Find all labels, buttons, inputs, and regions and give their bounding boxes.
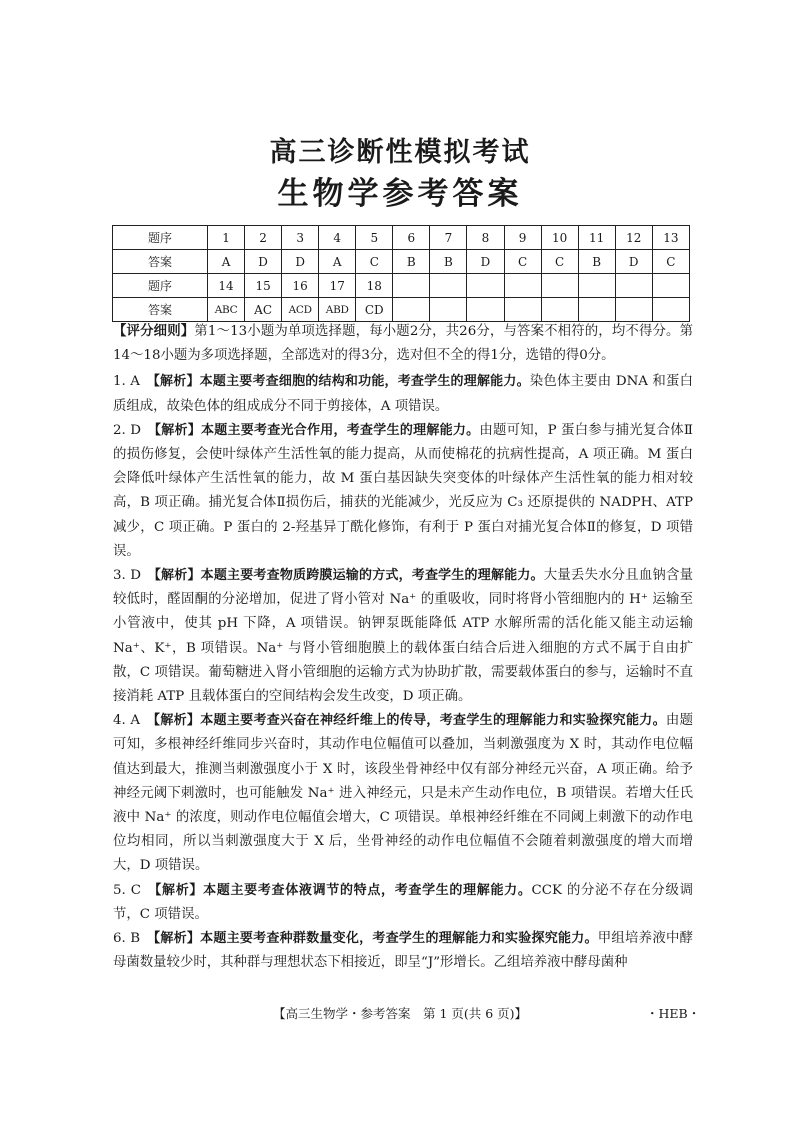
answer-table-cell: 1 <box>208 226 245 250</box>
answer-table-cell: 14 <box>208 274 245 298</box>
item-number: 4. A <box>113 713 141 729</box>
answer-table-row <box>113 298 690 322</box>
answer-table-cell: 10 <box>541 226 578 250</box>
answer-table-cell: 4 <box>319 226 356 250</box>
explanation-item <box>113 927 693 975</box>
answer-table-cell <box>615 298 652 322</box>
answer-table-cell: C <box>356 250 393 274</box>
answer-table-cell: 11 <box>578 226 615 250</box>
answer-table-cell: ABD <box>319 298 356 322</box>
answer-table-row-header: 答案 <box>113 298 208 322</box>
answer-table-cell: C <box>504 250 541 274</box>
answer-table-cell: ACD <box>282 298 319 322</box>
explanation-item <box>113 879 693 927</box>
answer-table-cell: 15 <box>245 274 282 298</box>
answer-table-cell <box>541 298 578 322</box>
answer-table-cell <box>430 298 467 322</box>
answer-table-cell <box>504 274 541 298</box>
item-text: 由题可知，多根神经纤维同步兴奋时，其动作电位幅值可以叠加，当刺激强度为 X 时，其动作电位幅值达到最大，推测当刺激强度小于 X 时，该段坐骨神经中仅有部分神经元兴奋，A 项正确。给予神经元阈下刺激时，也可能触发 Na⁺ 进入神经元，只是未产生动作电位，B 项错误。若增大任氏液中 Na⁺ 的浓度，则动作电位幅值会增大，C 项错误。单根神经纤维在不同阈上刺激下的动作电位均相同，所以当刺激强度大于 X 后，坐骨神经的动作电位幅值不会随着刺激强度的增大而增大，D 项错误。 <box>113 713 693 874</box>
item-focus: 本题主要考查光合作用，考查学生的理解能力。 <box>201 422 480 438</box>
analysis-tag: 【解析】 <box>147 568 201 584</box>
item-focus: 本题主要考查兴奋在神经纤维上的传导，考查学生的理解能力和实验探究能力。 <box>200 713 666 729</box>
answer-table-cell: 12 <box>615 226 652 250</box>
item-focus: 本题主要考查物质跨膜运输的方式，考查学生的理解能力。 <box>200 568 544 584</box>
answer-table-cell: B <box>578 250 615 274</box>
item-number: 5. C <box>113 882 141 898</box>
answer-table-cell: 8 <box>467 226 504 250</box>
item-number: 6. B <box>113 931 141 947</box>
answer-table-cell <box>578 298 615 322</box>
answer-table <box>112 225 690 322</box>
answer-table-cell: 17 <box>319 274 356 298</box>
answer-table-cell <box>393 274 430 298</box>
item-text: 染色体主要由 DNA 和蛋白质组成，故染色体的组成成分不同于剪接体，A 项错误。 <box>113 374 693 414</box>
answer-table-cell: D <box>615 250 652 274</box>
answer-table-row <box>113 226 690 250</box>
answer-table-cell: 16 <box>282 274 319 298</box>
answer-table-row-header: 题序 <box>113 274 208 298</box>
analysis-tag: 【解析】 <box>146 713 201 729</box>
answer-table-cell: A <box>319 250 356 274</box>
explanation-item <box>113 709 693 878</box>
answer-table-cell: D <box>467 250 504 274</box>
answer-table-cell: 2 <box>245 226 282 250</box>
item-number: 3. D <box>113 568 141 584</box>
grading-note <box>113 320 693 368</box>
answer-table-cell: B <box>393 250 430 274</box>
explanation-item <box>113 370 693 418</box>
answer-table-cell: 7 <box>430 226 467 250</box>
exam-title: 高三诊断性模拟考试 <box>269 137 531 168</box>
explanation-item <box>113 564 693 709</box>
footer-code: ・HEB・ <box>646 1006 701 1021</box>
answer-table-row <box>113 250 690 274</box>
answer-table-cell: C <box>541 250 578 274</box>
item-number: 1. A <box>113 374 140 390</box>
answer-table-cell: 6 <box>393 226 430 250</box>
answer-table-cell: D <box>282 250 319 274</box>
answer-table-cell <box>467 274 504 298</box>
item-text: 甲组培养液中酵母菌数量较少时，其种群与理想状态下相接近，即呈“J”形增长。乙组培养液中酵母菌种 <box>113 931 694 971</box>
answer-table-cell <box>578 274 615 298</box>
answer-table-cell <box>430 274 467 298</box>
analysis-tag: 【解析】 <box>146 374 200 390</box>
grading-note-text: 第1～13小题为单项选择题，每小题2分，共26分，与答案不相符的，均不得分。第14～18小题为多项选择题，全部选对的得3分，选对但不全的得1分，选错的得0分。 <box>113 324 693 364</box>
answer-table-cell: 9 <box>504 226 541 250</box>
answer-table-cell: 13 <box>652 226 689 250</box>
answer-table-cell: 3 <box>282 226 319 250</box>
item-focus: 本题主要考查体液调节的特点，考查学生的理解能力。 <box>203 882 532 898</box>
item-focus: 本题主要考查种群数量变化，考查学生的理解能力和实验探究能力。 <box>200 931 598 947</box>
analysis-tag: 【解析】 <box>146 931 201 947</box>
answer-table-cell <box>467 298 504 322</box>
answer-table-row <box>113 274 690 298</box>
answer-table-cell: CD <box>356 298 393 322</box>
page-footer: 【高三生物学・参考答案 第 1 页(共 6 页)】 <box>272 1006 528 1021</box>
answer-table-cell: C <box>652 250 689 274</box>
item-text: 由题可知，P 蛋白参与捕光复合体Ⅱ的损伤修复，会使叶绿体产生活性氧的能力提高，从而使棉花的抗病性提高，A 项正确。M 蛋白会降低叶绿体产生活性氧的能力，故 M 蛋白基因缺失突变体的叶绿体产生活性氧的能力相对较高，B 项正确。捕光复合体Ⅱ损伤后，捕获的光能减少，光反应为 C₃ 还原提供的 NADPH、ATP 减少，C 项正确。P 蛋白的 2-羟基异丁酰化修饰，有利于 P 蛋白对捕光复合体Ⅱ的修复，D 项错误。 <box>113 422 693 559</box>
subject-title: 生物学参考答案 <box>277 176 523 212</box>
item-text: 大量丢失水分且血钠含量较低时，醛固酮的分泌增加，促进了肾小管对 Na⁺ 的重吸收，同时将肾小管细胞内的 H⁺ 运输至小管液中，使其 pH 下降，A 项错误。钠钾泵既能降低 ATP 水解所需的活化能又能主动运输 Na⁺、K⁺，B 项错误。Na⁺ 与肾小管细胞膜上的载体蛋白结合后进入细胞的方式不属于自由扩散，C 项错误。葡萄糖进入肾小管细胞的运输方式为协助扩散，需要载体蛋白的参与，运输时不直接消耗 ATP 且载体蛋白的空间结构会发生改变，D 项正确。 <box>113 568 693 705</box>
item-text: CCK 的分泌不存在分级调节，C 项错误。 <box>113 882 693 922</box>
explanation-body <box>113 320 693 975</box>
analysis-tag: 【解析】 <box>147 422 202 438</box>
answer-table-cell <box>652 274 689 298</box>
grading-note-label: 【评分细则】 <box>113 324 195 339</box>
answer-table-cell <box>541 274 578 298</box>
item-focus: 本题主要考查细胞的结构和功能，考查学生的理解能力。 <box>199 374 530 390</box>
answer-table-cell: B <box>430 250 467 274</box>
answer-table-cell: D <box>245 250 282 274</box>
answer-table-cell <box>652 298 689 322</box>
answer-table-cell <box>393 298 430 322</box>
answer-table-cell <box>615 274 652 298</box>
explanation-item <box>113 419 693 564</box>
answer-table-cell: AC <box>245 298 282 322</box>
answer-table-cell: 18 <box>356 274 393 298</box>
answer-table-cell <box>504 298 541 322</box>
answer-table-cell: A <box>208 250 245 274</box>
answer-table-cell: 5 <box>356 226 393 250</box>
analysis-tag: 【解析】 <box>147 882 204 898</box>
answer-table-cell: ABC <box>208 298 245 322</box>
item-number: 2. D <box>113 422 142 438</box>
answer-table-row-header: 题序 <box>113 226 208 250</box>
answer-table-row-header: 答案 <box>113 250 208 274</box>
